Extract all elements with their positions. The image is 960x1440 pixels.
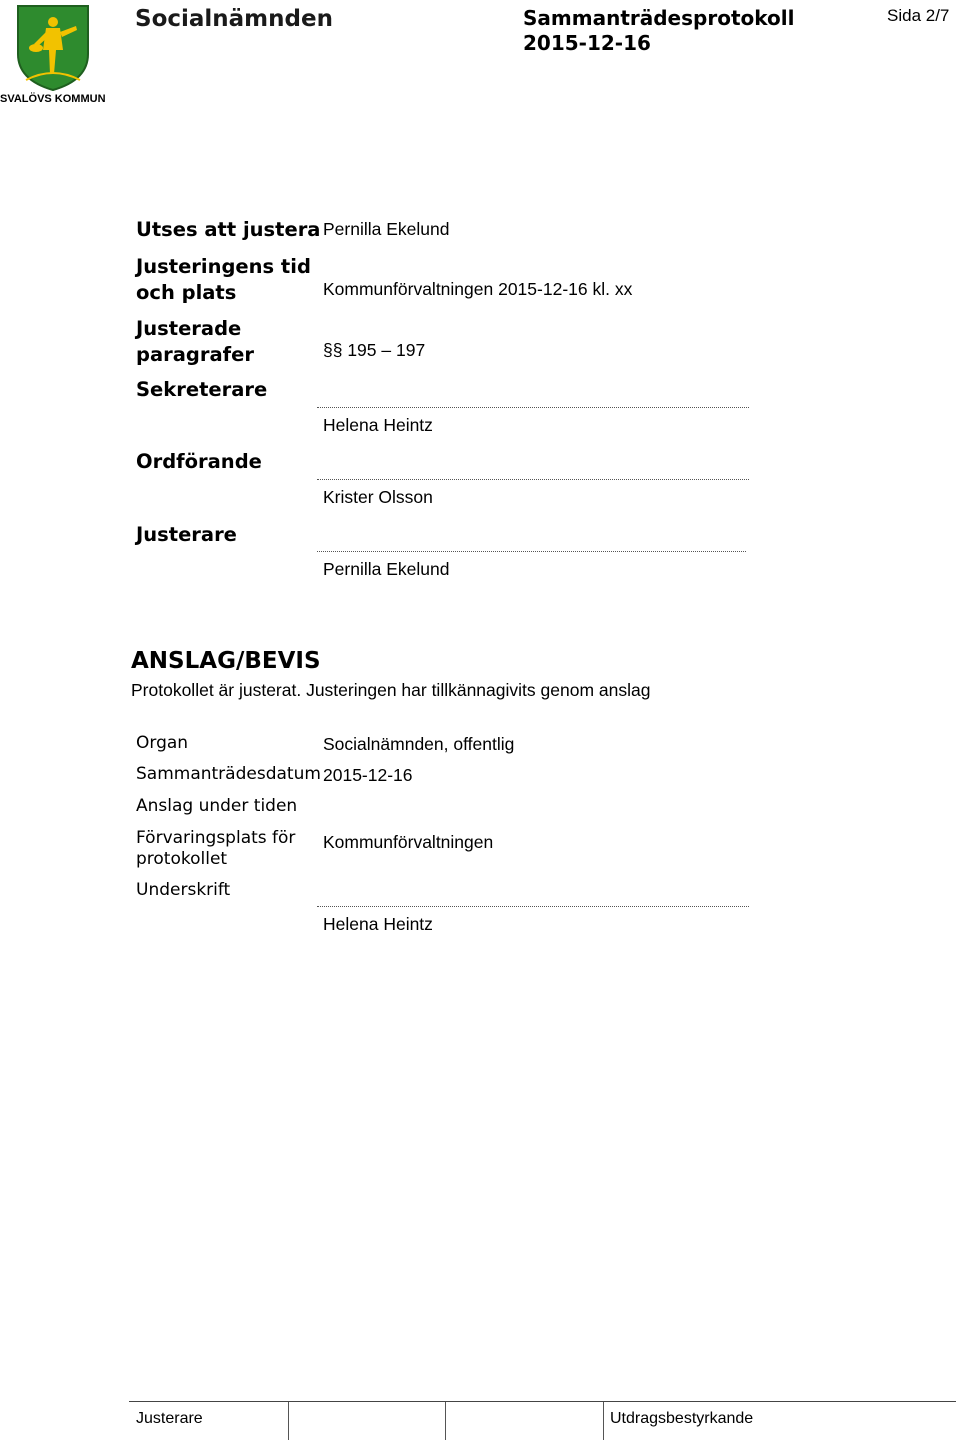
sekreterare-label: Sekreterare (136, 378, 268, 401)
justerare-value: Pernilla Ekelund (323, 559, 450, 579)
underskrift-label: Underskrift (136, 880, 231, 900)
document-type-label: Sammanträdesprotokoll (523, 6, 795, 30)
underskrift-signature-line (317, 906, 749, 907)
committee-title: Socialnämnden (135, 6, 333, 32)
organ-label: Organ (136, 733, 189, 753)
paragrafer-value: §§ 195 – 197 (323, 340, 426, 360)
datum-value: 2015-12-16 (323, 765, 413, 785)
paragrafer-label-line2: paragrafer (136, 343, 254, 366)
footer-utdrag-label: Utdragsbestyrkande (610, 1410, 754, 1427)
datum-label: Sammanträdesdatum (136, 764, 321, 784)
paragrafer-label-line1: Justerade (136, 317, 242, 340)
ordforande-label: Ordförande (136, 450, 262, 473)
footer-signature-box-2 (445, 1402, 604, 1440)
forvaring-label-line1: Förvaringsplats för (136, 828, 296, 848)
sekreterare-value: Helena Heintz (323, 415, 433, 435)
utses-value: Pernilla Ekelund (323, 219, 450, 239)
footer-signature-bar (129, 1401, 956, 1440)
coat-of-arms-icon (16, 4, 90, 92)
document-date: 2015-12-16 (523, 31, 651, 55)
justerare-label: Justerare (136, 523, 237, 546)
footer-signature-box-1 (288, 1402, 446, 1440)
footer-justerare-cell (129, 1402, 288, 1440)
footer-justerare-label: Justerare (136, 1410, 203, 1427)
tid-label-line1: Justeringens tid (136, 255, 311, 278)
anslag-text: Protokollet är justerat. Justeringen har tillkännagivits genom anslag (131, 680, 651, 700)
municipality-logo (0, 4, 112, 108)
ordforande-signature-line (317, 479, 749, 480)
sekreterare-signature-line (317, 407, 749, 408)
utses-label: Utses att justera (136, 218, 321, 241)
anslag-tiden-label: Anslag under tiden (136, 796, 298, 816)
forvaring-label-line2: protokollet (136, 849, 228, 869)
page-number: Sida 2/7 (887, 6, 950, 25)
forvaring-value: Kommunförvaltningen (323, 832, 494, 852)
justerare-signature-line (317, 551, 746, 552)
tid-value: Kommunförvaltningen 2015-12-16 kl. xx (323, 279, 633, 299)
anslag-title: ANSLAG/BEVIS (131, 648, 321, 674)
tid-label-line2: och plats (136, 281, 237, 304)
document-type (523, 6, 794, 56)
ordforande-value: Krister Olsson (323, 487, 433, 507)
organ-value: Socialnämnden, offentlig (323, 734, 515, 754)
footer-utdrag-cell (603, 1402, 957, 1440)
municipality-name: SVALÖVS KOMMUN (0, 93, 106, 105)
underskrift-value: Helena Heintz (323, 914, 433, 934)
